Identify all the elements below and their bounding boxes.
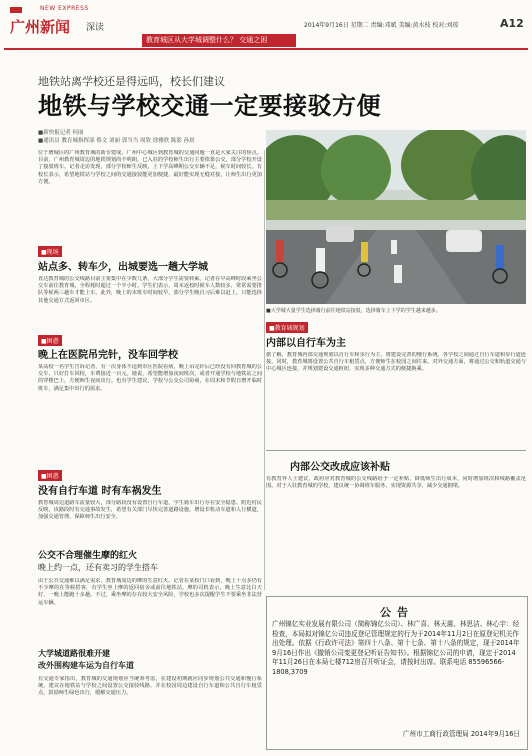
photo-caption: ■大学城大量学生选择骑行前往地铁站接驳，选择骑车上下学的学生越来越多。 bbox=[266, 308, 441, 314]
section-body: 有交通专家指出，教育城的交通规划应当统筹考虑，在建设初期就应同步规划公共交通和慢行系统。建议在地铁站与学校之间设置公交接驳线路，并在校园周边建设自行车道和公共自行车租赁点，鼓励师生绿色出行，缓解交通压力。 bbox=[38, 676, 262, 697]
section-title: 站点多、转车少，出城要选一趟大学城 bbox=[38, 262, 208, 273]
header-rule bbox=[4, 48, 528, 50]
notice-body: 广州锦亿实业发展有限公司（简称锦亿公司）、林广喜、林天震、林思洁、林心宇：经检查，本局拟对锦亿公司违反登记管理规定的行为于2014年11月2日在原登记机关作出处理。依据《行政许可法》第四十八条、第十七条、第十八条的规定，现于2014年9月16日作出《撤销公司变更登记听证告知书》。根据锦亿公司的申请，现定于2014年11月26日在本局七楼712房召开听证会，请按时出席。联系电话 85596566-1808,3709 bbox=[272, 620, 520, 676]
byline-contributors: ■通讯员 教育城指挥部 蔡文 刘丽 郭当当 周欣 徐雅欣 陈影 孙晨 bbox=[38, 138, 195, 144]
notice-signature: 广州市工商行政管理局 2014年9月16日 bbox=[402, 730, 520, 738]
lead-paragraph: 位于增城区的广州教育城的新专建成，广州中心城区到教育城的交通问题一直是大家关注的焦点。目前，广州教育城周边的地铁规划尚不明朗，已入驻的学校师生出行主要依靠公交，部分学校开设了接驳班车。记者走访发现，部分学校师生反映，上下学高峰期公交车辆不足，候车时间较长。有校长表示，希望地铁站与学校之间的交通接驳能更加便捷，最好能实现无缝对接，让师生出行更加方便。 bbox=[38, 150, 262, 185]
headline: 地铁与学校交通一定要接驳方便 bbox=[38, 91, 381, 120]
date-line: 2014年9月16日 星期二 责编:邓斌 美编:黄水枝 校对:刘琼 bbox=[304, 22, 459, 29]
section-title: 晚上在医院吊完针，没车回学校 bbox=[38, 350, 178, 361]
section-title: 大学城道路很难开建 bbox=[38, 648, 110, 658]
byline: ■新快报记者 何丽 bbox=[38, 130, 84, 136]
section-title: 没有自行车道 时有车祸发生 bbox=[38, 486, 162, 497]
newspaper-logo-icon bbox=[10, 7, 22, 13]
section-body: 直达教育城的公交线路目前主要集中在少数几条，大部分学生需要转乘。记者在早高峰时段乘坐公交车前往教育城，全程耗时超过一个半小时。学生们表示，周末返校时候车人数较多，常常需要排队等候两三趟车才能上车。此外，晚上的末班车时间较早，部分学生晚自习后难以赶上，只能选择其他交通方式返回市区。 bbox=[38, 276, 262, 304]
section-title: 公交不合理催生摩的红火 bbox=[38, 551, 138, 561]
topic-bar: 教育城区从大学城调整什么？ 交通之困 bbox=[142, 34, 296, 47]
section-tag: 深读 bbox=[86, 23, 105, 33]
section-title: 内部公交改成应该补贴 bbox=[290, 462, 390, 473]
section-title: 内部以自行车为主 bbox=[266, 338, 346, 349]
section-subtitle: 晚上约一点，还有卖习的学生搭车 bbox=[38, 563, 158, 572]
page-number: A12 bbox=[500, 17, 524, 30]
street-photo-image bbox=[266, 130, 526, 304]
notice-title: 公告 bbox=[380, 606, 414, 619]
section-body: 有教育界人士建议，政府应对教育城的公交线路给予一定补贴，降低师生出行成本，同时增加班次和线路覆盖范围。对于入驻教育城的学校，建议统一协调班车服务，实现资源共享，减少交通拥堵。 bbox=[266, 476, 526, 490]
section-chip: ■教育城规划 bbox=[266, 322, 308, 333]
section-body: 某高校一名学生告诉记者，有一次身体不适到市区医院看病，晚上吊完针后已经没有回教育城的公交车，只好打车回校，车费接近一百元。她说，希望能增加夜间班次，或者开通学校与地铁站之间的穿梭巴士，方便师生夜间出行。也有学生建议，学校与公交公司协商，在周末和节假日增开临时班车，满足集中出行的需求。 bbox=[38, 364, 262, 392]
divider bbox=[266, 450, 526, 451]
section-subtitle: 改外围构建车运为自行车道 bbox=[38, 661, 134, 670]
street-photo bbox=[266, 130, 526, 304]
section-chip: ■现场 bbox=[38, 246, 62, 257]
kicker: 地铁站离学校还是得远吗，校长们建议 bbox=[38, 75, 225, 88]
column-divider bbox=[264, 150, 265, 590]
brand-cn: 广州新闻 bbox=[10, 18, 71, 36]
section-body: 由于公共交通难以满足需求，教育城周边的摩的生意红火。记者在某校门口看到，晚上十点多仍有不少摩的在等候搭客，有学生坐上摩的返回宿舍或前往地铁站。摩的司机表示，晚上生意比白天好，一晚上能跑十多趟。不过，乘坐摩的存在较大安全风险，学校也多次提醒学生不要乘坐非法营运车辆。 bbox=[38, 578, 262, 606]
section-body: 据了解，教育城内部交通规划以自行车和步行为主，将建设完善的慢行系统，各学校之间通过自行车道和步行道连接。同时，教育城将设置公共自行车租赁点，方便师生在校园之间往来。对外交通方面，将通过公交和轨道交通与中心城区连接，并规划建设交通枢纽，实现多种交通方式的便捷换乘。 bbox=[266, 352, 526, 373]
section-chip: ■困惑 bbox=[38, 470, 62, 481]
section-body: 教育城周边道路车流量较大，部分路段没有设置自行车道，学生骑车出行存在安全隐患。附近村民反映，该路段时有交通事故发生，希望有关部门尽快完善道路设施，增设非机动车道和人行横道，加强交通管理，保障师生出行安全。 bbox=[38, 500, 262, 521]
section-chip: ■困惑 bbox=[38, 335, 62, 346]
brand-en: NEW EXPRESS bbox=[40, 5, 89, 12]
